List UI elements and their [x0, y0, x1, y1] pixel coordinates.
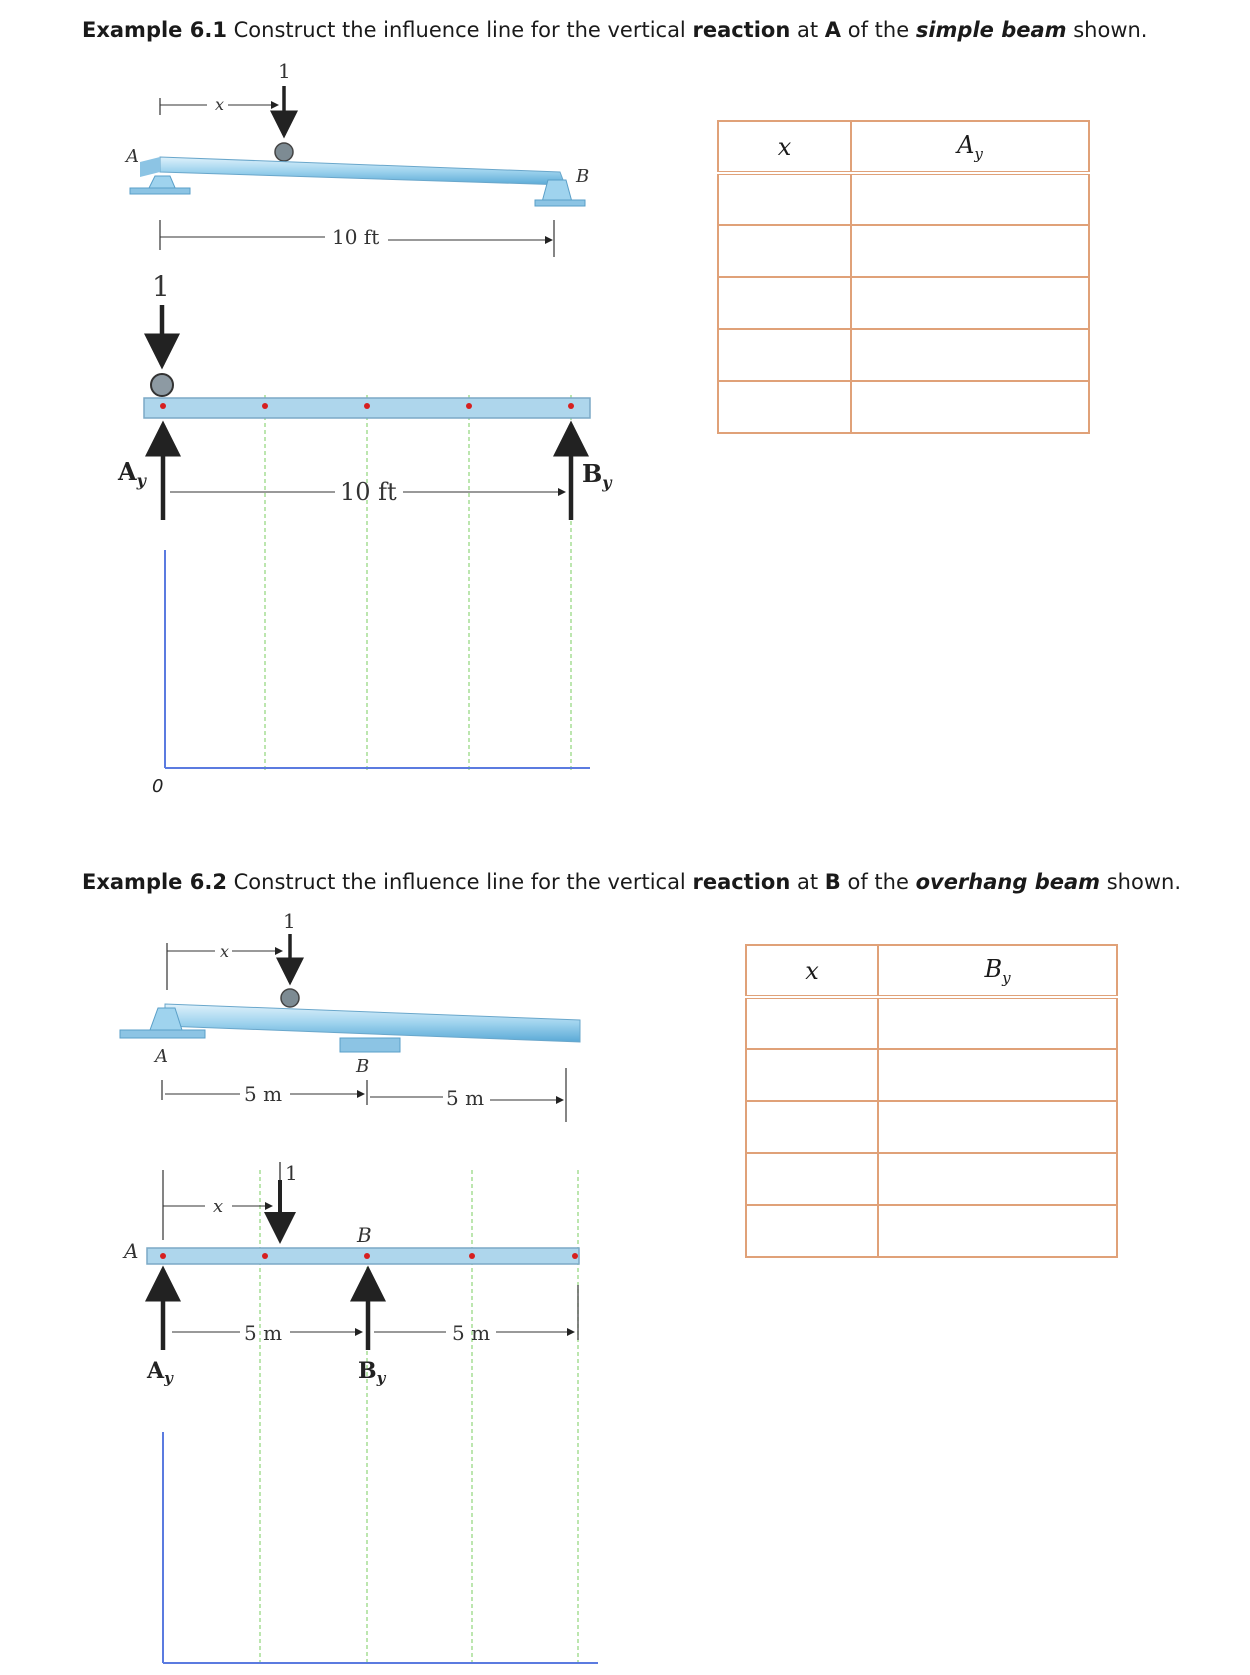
table-header-reaction: $A_y$ — [851, 121, 1089, 173]
ex2-fbd-support-a-label: A — [124, 1239, 139, 1263]
ex1-influence-line-axes — [152, 550, 590, 797]
ex1-support-a — [130, 188, 190, 194]
table-cell[interactable] — [851, 277, 1089, 329]
ex2-beam — [165, 1004, 580, 1042]
ex1-load-label: 1 — [278, 59, 291, 83]
example-number: Example 6.1 — [82, 18, 227, 42]
ex2-fbd-span-2-label: 5 m — [452, 1321, 491, 1345]
ex2-fbd-beam — [147, 1248, 579, 1264]
table-header-x: x — [718, 121, 851, 173]
ex2-fbd-load-label: 1 — [285, 1161, 298, 1185]
origin-label: 0 — [152, 776, 164, 797]
ex1-x-label: x — [215, 95, 225, 114]
ex2-span-2-label: 5 m — [446, 1086, 485, 1110]
ex2-reaction-b-label: $B_y$ — [358, 1358, 386, 1387]
point-dot — [262, 1253, 268, 1259]
ex2-fbd-span-1-label: 5 m — [244, 1321, 283, 1345]
point-dot — [466, 403, 472, 409]
ex2-support-a — [120, 1030, 205, 1038]
ex2-support-b-label: B — [356, 1056, 370, 1077]
ex2-load-label: 1 — [283, 909, 296, 933]
table-cell[interactable] — [746, 1153, 878, 1205]
ex1-beam — [160, 157, 565, 185]
example-6-1-heading: Example 6.1 Construct the influence line for the vertical reaction at A of the simple beam shown. — [82, 18, 1148, 42]
ex2-fbd-x-label: x — [213, 1196, 224, 1217]
table-cell[interactable] — [851, 329, 1089, 381]
ex1-support-a-label: A — [126, 146, 139, 167]
point-dot — [572, 1253, 578, 1259]
table-cell[interactable] — [718, 381, 851, 433]
table-header-reaction: $B_y$ — [878, 945, 1117, 997]
point-dot — [469, 1253, 475, 1259]
table-cell[interactable] — [746, 997, 878, 1049]
ex1-load-roller — [275, 143, 293, 161]
ex1-reaction-b-label: $B_y$ — [582, 459, 612, 492]
table-cell[interactable] — [851, 225, 1089, 277]
ex2-free-body-diagram — [122, 1161, 579, 1665]
table-cell[interactable] — [746, 1101, 878, 1153]
point-dot — [364, 403, 370, 409]
table-cell[interactable] — [851, 173, 1089, 225]
table-cell[interactable] — [878, 1049, 1117, 1101]
ex1-support-b-label: B — [576, 166, 590, 187]
point-dot — [160, 403, 166, 409]
ex2-beam-3d-figure — [120, 909, 580, 1122]
ex2-span-1-label: 5 m — [244, 1082, 283, 1106]
ex2-value-table — [745, 944, 1118, 1258]
table-cell[interactable] — [746, 1049, 878, 1101]
ex2-reaction-a-label: $A_y$ — [147, 1358, 173, 1387]
point-dot — [568, 403, 574, 409]
table-cell[interactable] — [718, 173, 851, 225]
table-cell[interactable] — [746, 1205, 878, 1257]
ex2-load-roller — [281, 989, 299, 1007]
table-cell[interactable] — [878, 1205, 1117, 1257]
table-cell[interactable] — [718, 329, 851, 381]
ex1-reaction-a-label: $A_y$ — [118, 457, 146, 490]
ex2-x-label: x — [220, 942, 230, 961]
ex1-free-body-diagram — [117, 270, 613, 770]
point-dot — [364, 1253, 370, 1259]
table-cell[interactable] — [878, 1153, 1117, 1205]
ex2-support-a-label: A — [155, 1046, 168, 1067]
ex2-support-b — [340, 1038, 400, 1052]
ex1-fbd-roller — [151, 374, 173, 396]
example-6-2-heading: Example 6.2 Construct the influence line for the vertical reaction at B of the overhang beam shown. — [82, 870, 1181, 894]
ex1-support-b — [535, 200, 585, 206]
ex1-fbd-span-label: 10 ft — [340, 478, 397, 506]
table-cell[interactable] — [878, 997, 1117, 1049]
ex1-span-label: 10 ft — [332, 225, 380, 249]
table-cell[interactable] — [878, 1101, 1117, 1153]
ex2-influence-line-axes — [163, 1432, 598, 1663]
ex1-beam-3d-figure — [124, 59, 589, 257]
example-number: Example 6.2 — [82, 870, 227, 894]
point-dot — [160, 1253, 166, 1259]
table-cell[interactable] — [851, 381, 1089, 433]
point-dot — [262, 403, 268, 409]
table-header-x: x — [746, 945, 878, 997]
table-cell[interactable] — [718, 277, 851, 329]
table-cell[interactable] — [718, 225, 851, 277]
ex1-fbd-load-label: 1 — [152, 270, 170, 303]
ex1-value-table — [717, 120, 1090, 434]
ex2-fbd-support-b-label: B — [357, 1223, 372, 1247]
